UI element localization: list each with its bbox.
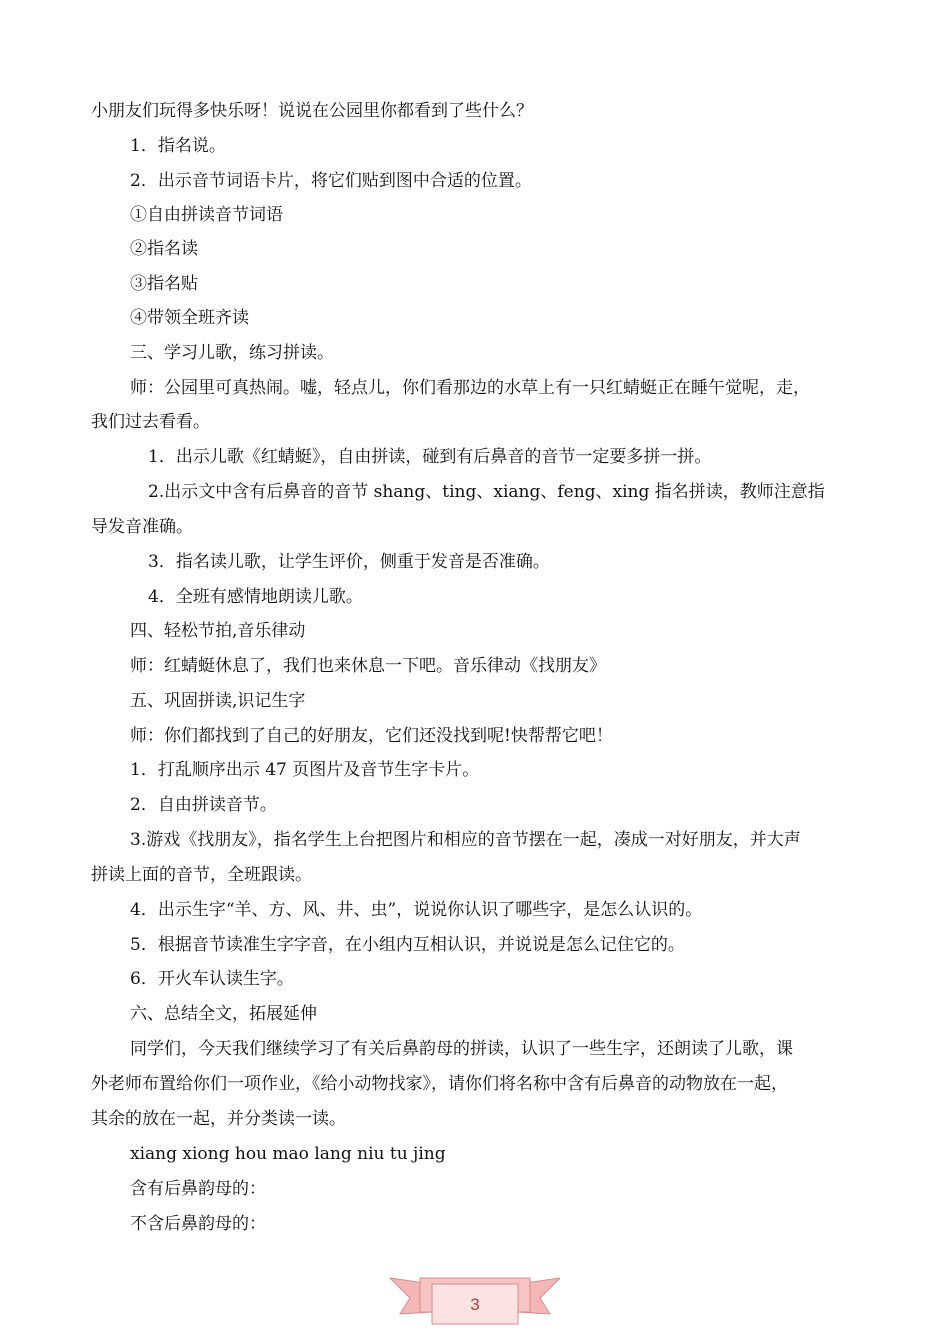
text-line: 外老师布置给你们一项作业，《给小动物找家》，请你们将名称中含有后鼻音的动物放在一起， [91, 1074, 788, 1094]
text-line: 1．指名说。 [130, 136, 226, 156]
text-line: 1．出示儿歌《红蜻蜓》，自由拼读，碰到有后鼻音的音节一定要多拼一拼。 [148, 447, 712, 467]
text-line: 导发音准确。 [91, 517, 193, 537]
text-line: 师：红蜻蜓休息了，我们也来休息一下吧。音乐律动《找朋友》 [130, 656, 606, 676]
text-line: ③指名贴 [130, 274, 198, 294]
text-line: 师：公园里可真热闹。嘘，轻点儿，你们看那边的水草上有一只红蜻蜓正在睡午觉呢，走， [130, 378, 810, 398]
section-heading: 三、学习儿歌，练习拼读。 [130, 343, 334, 363]
text-line: 3．指名读儿歌，让学生评价，侧重于发音是否准确。 [148, 552, 550, 572]
text-line: ①自由拼读音节词语 [130, 205, 283, 225]
text-line: 4．全班有感情地朗读儿歌。 [148, 587, 363, 607]
text-line: 1．打乱顺序出示 47 页图片及音节生字卡片。 [130, 760, 480, 780]
text-line: 其余的放在一起，并分类读一读。 [91, 1109, 346, 1129]
text-line: 4．出示生字“羊、方、风、井、虫”，说说你认识了哪些字，是怎么认识的。 [130, 900, 703, 920]
section-heading: 五、巩固拼读,识记生字 [130, 691, 306, 711]
text-line: 小朋友们玩得多快乐呀！说说在公园里你都看到了些什么？ [91, 101, 533, 121]
text-line: ④带领全班齐读 [130, 308, 249, 328]
text-line: 2．出示音节词语卡片，将它们贴到图中合适的位置。 [130, 171, 532, 191]
section-heading: 六、总结全文，拓展延伸 [130, 1004, 317, 1024]
text-line: 不含后鼻韵母的： [130, 1214, 266, 1234]
text-line: 同学们，今天我们继续学习了有关后鼻韵母的拼读，认识了一些生字，还朗读了儿歌，课 [130, 1039, 793, 1059]
text-line: 3.游戏《找朋友》，指名学生上台把图片和相应的音节摆在一起，凑成一对好朋友，并大声 [130, 830, 801, 850]
page-number: 3 [470, 1295, 480, 1314]
text-line: 2.出示文中含有后鼻音的音节 shang、ting、xiang、feng、xing 指名拼读，教师注意指 [148, 482, 825, 502]
section-heading: 四、轻松节拍,音乐律动 [130, 621, 306, 641]
text-line: 师：你们都找到了自己的好朋友，它们还没找到呢!快帮帮它吧！ [130, 726, 613, 746]
pinyin-line: xiang xiong hou mao lang niu tu jing [130, 1144, 446, 1164]
text-line: 含有后鼻韵母的： [130, 1179, 266, 1199]
text-line: 6．开火车认读生字。 [130, 969, 294, 989]
page-number-ribbon [390, 1268, 560, 1328]
text-line: ②指名读 [130, 239, 198, 259]
text-line: 拼读上面的音节，全班跟读。 [91, 865, 312, 885]
text-line: 我们过去看看。 [91, 412, 210, 432]
text-line: 5．根据音节读准生字字音，在小组内互相认识，并说说是怎么记住它的。 [130, 935, 685, 955]
text-line: 2．自由拼读音节。 [130, 795, 277, 815]
